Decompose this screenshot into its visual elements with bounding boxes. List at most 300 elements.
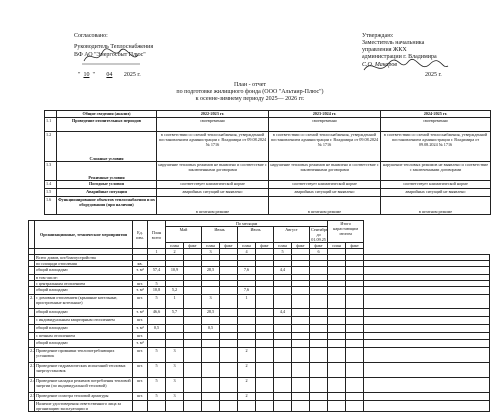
row-label: Проведение отопительных периодов [57, 118, 157, 132]
row-value [274, 325, 292, 333]
row-measure-name: по площади отопления [35, 261, 133, 267]
row-value [184, 363, 202, 378]
row-value: 7,6 [238, 287, 256, 295]
row-value: 46,6 [148, 309, 166, 317]
title-line3: к осенне-зимнему периоду 2025— 2026 гг. [195, 96, 305, 102]
row-value [202, 340, 220, 348]
row-value: 0,5 [202, 325, 220, 333]
sub-fact: факт [310, 243, 328, 249]
row-value: 3 [166, 378, 184, 393]
row-value [220, 295, 238, 309]
row-num: 1.3 [45, 162, 57, 181]
month-july: Июль [238, 227, 274, 243]
row-value [346, 309, 364, 317]
row-value [256, 309, 274, 317]
sub-plan: план [328, 243, 346, 249]
hdr-col-2023: 2023-2024 гг. [269, 111, 381, 118]
row-value [274, 333, 292, 340]
row-cell: аварийных ситуаций не выявлено [269, 189, 381, 197]
left-signature-icon [80, 45, 142, 67]
approve-line4: С.О. Макаров [362, 62, 398, 68]
row-unit: шт. [133, 378, 148, 393]
row-label: Сложные условия [57, 132, 157, 162]
row-value: 5 [148, 281, 166, 287]
row-cell: в штатном режиме [157, 197, 269, 215]
row-value [220, 348, 238, 363]
agreed-position-line2: ВФ АО "Энергосбыт Плюс" [74, 52, 146, 58]
row-unit: шт. [133, 333, 148, 340]
row-value: 2 [238, 378, 256, 393]
row-value [274, 378, 292, 393]
row-value [220, 317, 238, 325]
hdr-col-general: Общие сведения (анализ) [57, 111, 157, 118]
row-cell: нарушение тепловых режимов не выявлено и соответствие с заключенными договорами [269, 162, 381, 181]
row-value [346, 340, 364, 348]
row-value [148, 340, 166, 348]
row-value [310, 295, 328, 309]
col-by-month: По месяцам [166, 221, 328, 227]
row-value [220, 340, 238, 348]
row-cell: в соответствии со схемой теплоснабжения, утвержденной постановлением администрации г. Владимира от 09.08.2024 № 1716 [157, 132, 269, 162]
row-value: 2 [238, 393, 256, 401]
col-measures: Организационные, технические мероприятия [35, 221, 133, 249]
row-value: 3 [166, 393, 184, 401]
row-value [184, 348, 202, 363]
row-cell: соответствует климатической норме [269, 181, 381, 189]
row-cell: в штатном режиме [269, 197, 381, 215]
row-value: 5,2 [166, 287, 184, 295]
row-value [328, 309, 346, 317]
row-label: Функционирование объектов теплоснабжения и их оборудования (при наличии) [57, 197, 157, 215]
table-row [29, 325, 490, 333]
row-num: 1.4 [45, 181, 57, 189]
row-value [328, 401, 346, 412]
row-value [274, 348, 292, 363]
row-value [292, 325, 310, 333]
col-plan-total: План всего [148, 221, 166, 249]
row-value [166, 317, 184, 325]
row-measure-name: общий площадью [35, 287, 133, 295]
row-value [310, 378, 328, 393]
row-measure-name: Проведение промывки теплопотребляющих установок [35, 348, 133, 363]
row-value [292, 295, 310, 309]
row-value [238, 340, 256, 348]
row-value [364, 393, 490, 401]
row-num: 1.5 [45, 189, 57, 197]
row-unit: т. м² [133, 287, 148, 295]
general-info-table [44, 110, 491, 215]
row-value [256, 295, 274, 309]
row-value [202, 317, 220, 325]
row-value [346, 287, 364, 295]
row-value [346, 267, 364, 275]
approve-date-year: 2025 г. [425, 72, 442, 78]
row-unit: т. м² [133, 267, 148, 275]
row-value: 28,5 [202, 267, 220, 275]
row-value: 5 [148, 295, 166, 309]
agreed-date-month: 04 [106, 72, 113, 78]
row-measure-name: с печным отоплением [35, 333, 133, 340]
row-value [256, 267, 274, 275]
row-value [184, 317, 202, 325]
row-value [220, 401, 238, 412]
row-unit: шт. [133, 281, 148, 287]
agreed-date-day: 10 [83, 72, 90, 78]
row-value [328, 287, 346, 295]
row-value: 5,7 [166, 309, 184, 317]
table-row [45, 118, 491, 132]
row-value: 7,6 [238, 267, 256, 275]
row-value [274, 287, 292, 295]
table-row [29, 401, 490, 412]
row-value [292, 348, 310, 363]
row-value [310, 393, 328, 401]
row-value [184, 267, 202, 275]
row-value [292, 267, 310, 275]
row-value [364, 325, 490, 333]
row-value [364, 348, 490, 363]
row-measure-name: с домовым отоплением (крышные котельные, пристроенные котельные) [35, 295, 133, 309]
row-value: 5 [148, 393, 166, 401]
row-value [256, 393, 274, 401]
table-row [29, 309, 490, 317]
row-value [202, 401, 220, 412]
row-value [184, 401, 202, 412]
hdr-col-2022: 2022-2023 гг. [157, 111, 269, 118]
row-unit: кв. [133, 261, 148, 267]
col-index: 6 [310, 249, 328, 255]
row-value [148, 401, 166, 412]
table-row [29, 317, 490, 325]
row-value [184, 287, 202, 295]
row-unit: т. м² [133, 309, 148, 317]
row-num: 2.5 [29, 393, 35, 401]
row-measure-name: с центральным отоплением [35, 281, 133, 287]
month-june: Июнь [202, 227, 238, 243]
row-unit: шт. [133, 363, 148, 378]
title-line1: План - отчет [233, 82, 267, 88]
col-index: 1 [148, 249, 166, 255]
table-row [45, 132, 491, 162]
row-value [364, 287, 490, 295]
row-unit: шт. [133, 393, 148, 401]
row-cell: своевременно [157, 118, 269, 132]
row-value: 4,4 [274, 267, 292, 275]
col-index: 4 [238, 249, 256, 255]
row-value [346, 333, 364, 340]
month-august: Август [274, 227, 310, 243]
approve-line1: Заместитель начальника [362, 40, 425, 46]
table-row [29, 393, 490, 401]
sub-plan: план [238, 243, 256, 249]
row-value: 10,8 [148, 287, 166, 295]
row-value [346, 393, 364, 401]
row-value [256, 333, 274, 340]
agreed-position-line1: Руководитель Теплоснабжения [74, 44, 154, 50]
table-row [45, 197, 491, 215]
row-value [148, 317, 166, 325]
row-value [166, 333, 184, 340]
sub-fact: факт [220, 243, 238, 249]
row-value: 2 [238, 363, 256, 378]
row-value [220, 325, 238, 333]
row-value [328, 393, 346, 401]
row-value [274, 363, 292, 378]
row-value [328, 333, 346, 340]
row-value: 0,5 [148, 325, 166, 333]
sub-plan: план [166, 243, 184, 249]
row-value [220, 309, 238, 317]
table-row [45, 181, 491, 189]
row-value [184, 378, 202, 393]
row-cell: соответствует климатической норме [381, 181, 491, 189]
row-value [328, 325, 346, 333]
row-value [292, 333, 310, 340]
month-may: Май [166, 227, 202, 243]
row-value [364, 401, 490, 412]
row-value [274, 317, 292, 325]
row-cell: своевременно [381, 118, 491, 132]
row-value [184, 309, 202, 317]
row-value [220, 287, 238, 295]
row-num: 1.6 [45, 197, 57, 215]
row-value [274, 393, 292, 401]
row-value [310, 401, 328, 412]
row-value [184, 333, 202, 340]
agreed-date: " 10 " 04 2025 г. [78, 72, 141, 78]
row-value [238, 333, 256, 340]
row-num: 2.2 [29, 348, 35, 363]
row-value [202, 333, 220, 340]
row-value [166, 401, 184, 412]
row-value [202, 287, 220, 295]
row-cell: в соответствии со схемой теплоснабжения, утвержденной постановлением администрации г. Владимира от 09.08.2024 № 1716 [381, 132, 491, 162]
table-row [29, 348, 490, 363]
row-measure-name: общий площадью [35, 267, 133, 275]
row-value [328, 340, 346, 348]
row-value: 5 [148, 348, 166, 363]
row-value [310, 325, 328, 333]
col-index: 3 [202, 249, 220, 255]
row-value [292, 378, 310, 393]
row-value [346, 317, 364, 325]
row-value [256, 401, 274, 412]
row-value [184, 325, 202, 333]
col-index: 5 [274, 249, 292, 255]
row-measure-name: Проведение осмотра тепловой арматуры [35, 393, 133, 401]
row-cell: своевременно [269, 118, 381, 132]
row-value [346, 295, 364, 309]
row-value [292, 393, 310, 401]
sub-plan: план [202, 243, 220, 249]
row-cell: аварийных ситуаций не выявлено [157, 189, 269, 197]
row-value: 2 [238, 348, 256, 363]
row-unit [133, 401, 148, 412]
row-value [166, 340, 184, 348]
row-value: 4,4 [274, 309, 292, 317]
row-measure-name: общий площадью [35, 325, 133, 333]
title-line2: по подготовке жилищного фонда (ООО "Альтаир-Плюс") [176, 89, 324, 95]
row-value [220, 333, 238, 340]
row-unit: шт. [133, 295, 148, 309]
row-measure-name: с индивидуальным квартирным отоплением [35, 317, 133, 325]
row-value [364, 333, 490, 340]
row-value [202, 363, 220, 378]
row-value [328, 378, 346, 393]
row-value [310, 317, 328, 325]
row-value [148, 333, 166, 340]
table-row [29, 287, 490, 295]
row-value [310, 363, 328, 378]
sub-fact: факт [346, 243, 364, 249]
row-value [184, 393, 202, 401]
row-value [310, 267, 328, 275]
row-value [346, 325, 364, 333]
row-value: 10,9 [166, 267, 184, 275]
row-value: 3 [166, 348, 184, 363]
row-value [184, 340, 202, 348]
row-value [256, 340, 274, 348]
row-value [256, 287, 274, 295]
table-row [45, 162, 491, 181]
row-value [256, 348, 274, 363]
row-value [238, 401, 256, 412]
row-num: 2.1 [29, 295, 35, 309]
row-value [166, 325, 184, 333]
row-value [364, 317, 490, 325]
row-value [292, 317, 310, 325]
row-cell: нарушение тепловых режимов не выявлено и соответствие с заключенными договорами [157, 162, 269, 181]
row-num: 1.2 [45, 132, 57, 162]
row-cell: аварийных ситуаций не выявлено [381, 189, 491, 197]
approve-line2: управления ЖКХ [362, 47, 407, 53]
row-value [202, 348, 220, 363]
measures-table [28, 220, 490, 412]
table-row [29, 267, 490, 275]
row-value [292, 363, 310, 378]
row-value [346, 363, 364, 378]
row-value [220, 363, 238, 378]
row-measure-name: Наличие удостоверения ответственного лица за организацию эксплуатации и [35, 401, 133, 412]
row-value [256, 317, 274, 325]
row-cell: нарушение тепловых режимов не выявлено и соответствие с заключенными договорами [381, 162, 491, 181]
row-value: 5 [148, 363, 166, 378]
row-value [346, 401, 364, 412]
row-value [346, 348, 364, 363]
row-measure-name: Проведение гидравлических испытаний тепловых энергоустановок [35, 363, 133, 378]
row-value [310, 333, 328, 340]
row-label: Режимные условия [57, 162, 157, 181]
table-row [45, 189, 491, 197]
row-value: 28,5 [202, 309, 220, 317]
row-value [328, 295, 346, 309]
table-row [29, 295, 490, 309]
col-unit: Ед. изм. [133, 221, 148, 249]
row-value [256, 378, 274, 393]
row-label: Погодные условия [57, 181, 157, 189]
row-value [220, 378, 238, 393]
row-value [364, 267, 490, 275]
row-value [310, 287, 328, 295]
row-value [328, 363, 346, 378]
approve-line3: администрации г. Владимира [362, 54, 437, 60]
row-unit: т. м² [133, 325, 148, 333]
row-value: 3 [166, 363, 184, 378]
sub-fact: факт [256, 243, 274, 249]
row-value [256, 325, 274, 333]
month-september: Сентябрь до 01.09.25 [311, 227, 328, 242]
row-value [274, 340, 292, 348]
row-value [364, 295, 490, 309]
row-value [274, 295, 292, 309]
row-unit: шт. [133, 317, 148, 325]
row-value: 1 [166, 295, 184, 309]
row-value [184, 295, 202, 309]
row-value [238, 325, 256, 333]
row-value [292, 287, 310, 295]
row-unit: т. м² [133, 340, 148, 348]
row-num: 1.1 [45, 118, 57, 132]
row-value [220, 267, 238, 275]
row-value [328, 267, 346, 275]
row-label: Аварийные ситуации [57, 189, 157, 197]
row-value [292, 401, 310, 412]
row-value [274, 401, 292, 412]
row-value [364, 363, 490, 378]
row-value [346, 378, 364, 393]
hdr-col-2024: 2024-2025 гг. [381, 111, 491, 118]
row-value [328, 317, 346, 325]
table-row [29, 340, 490, 348]
row-value [364, 309, 490, 317]
row-value [310, 348, 328, 363]
row-measure-name: общий площадью [35, 340, 133, 348]
table-row [29, 333, 490, 340]
row-value: 1 [238, 295, 256, 309]
agreed-label: Согласовано: [74, 33, 108, 39]
row-value: 57,4 [148, 267, 166, 275]
sub-fact: факт [184, 243, 202, 249]
row-num: 2.3 [29, 363, 35, 378]
row-measure-name: в том числе: [35, 275, 133, 281]
row-value [238, 317, 256, 325]
row-value [256, 363, 274, 378]
row-value [220, 393, 238, 401]
approve-label: Утверждаю: [362, 33, 394, 39]
row-value: 3 [202, 295, 220, 309]
row-unit: шт. [133, 348, 148, 363]
row-measure-name: общий площадью [35, 309, 133, 317]
row-num: 2.4 [29, 378, 35, 393]
row-value [292, 340, 310, 348]
row-cell: в штатном режиме [381, 197, 491, 215]
col-index: 2 [166, 249, 184, 255]
row-value: 5 [148, 378, 166, 393]
row-value [202, 393, 220, 401]
row-value [364, 340, 490, 348]
sub-plan: план [274, 243, 292, 249]
row-value [202, 378, 220, 393]
row-value [328, 348, 346, 363]
row-value [310, 309, 328, 317]
row-measure-name: Проведение наладки режимов потребления тепловой энергии (по индивидуальной тепловой) [35, 378, 133, 393]
row-value [364, 378, 490, 393]
row-cell: в соответствии со схемой теплоснабжения, утвержденной постановлением администрации г. Владимира от 09.08.2024 № 1716 [269, 132, 381, 162]
col-cumulative: Итого нарастающим итогом [328, 221, 364, 243]
row-measure-name: Всего домов, шт/благоустройства [35, 255, 133, 261]
table-row [29, 378, 490, 393]
row-value [292, 309, 310, 317]
